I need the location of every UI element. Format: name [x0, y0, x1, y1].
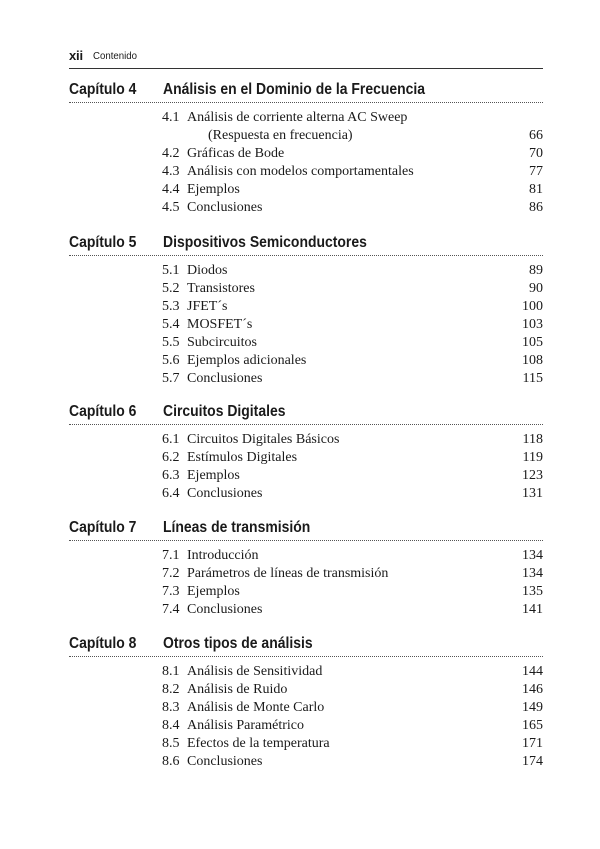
page-number: 149 — [522, 700, 543, 715]
section-number: 4.1 — [162, 110, 180, 125]
toc-entry[interactable] — [69, 280, 543, 298]
section-number: 4.5 — [162, 200, 180, 215]
chapter-label: Capítulo 8 — [69, 635, 137, 652]
chapter-title: Dispositivos Semiconductores — [163, 234, 367, 251]
chapter-label: Capítulo 5 — [69, 234, 137, 251]
section-title: Conclusiones — [187, 602, 263, 617]
section-list — [69, 109, 543, 217]
toc-entry[interactable] — [69, 583, 543, 601]
page-number: 105 — [522, 335, 543, 350]
page-number: 100 — [522, 299, 543, 314]
page-number: xii — [69, 48, 83, 63]
chapter-7 — [69, 518, 543, 619]
section-title: Parámetros de líneas de transmisión — [187, 566, 389, 581]
page-number: 134 — [522, 548, 543, 563]
section-title: Análisis de Monte Carlo — [187, 700, 325, 715]
section-title: Gráficas de Bode — [187, 146, 285, 161]
page-header — [69, 46, 543, 69]
chapter-6 — [69, 402, 543, 503]
section-number: 8.6 — [162, 754, 180, 769]
section-title: Introducción — [187, 548, 259, 563]
toc-entry[interactable] — [69, 163, 543, 181]
section-number: 5.7 — [162, 371, 180, 386]
section-number: 5.2 — [162, 281, 180, 296]
page-number: 86 — [529, 200, 543, 215]
chapter-title: Circuitos Digitales — [163, 403, 286, 420]
page-number: 135 — [522, 584, 543, 599]
section-title: Conclusiones — [187, 371, 263, 386]
section-list — [69, 547, 543, 619]
page-number: 108 — [522, 353, 543, 368]
section-number: 6.4 — [162, 486, 180, 501]
section-title: Ejemplos adicionales — [187, 353, 307, 368]
toc-entry[interactable] — [69, 565, 543, 583]
section-number: 5.3 — [162, 299, 180, 314]
section-title: Ejemplos — [187, 584, 240, 599]
section-title: JFET´s — [187, 299, 228, 314]
page-number: 77 — [529, 164, 543, 179]
toc-entry[interactable] — [69, 145, 543, 163]
section-number: 4.3 — [162, 164, 180, 179]
chapter-heading — [69, 518, 543, 541]
page-number: 134 — [522, 566, 543, 581]
page-number: 146 — [522, 682, 543, 697]
toc-entry[interactable] — [69, 467, 543, 485]
chapter-heading — [69, 634, 543, 657]
chapter-5 — [69, 233, 543, 388]
section-title: Conclusiones — [187, 486, 263, 501]
page-number: 115 — [522, 371, 543, 386]
page-number: 131 — [522, 486, 543, 501]
section-number: 7.2 — [162, 566, 180, 581]
chapter-title: Otros tipos de análisis — [163, 635, 313, 652]
toc-entry[interactable] — [69, 334, 543, 352]
toc-entry[interactable] — [69, 663, 543, 681]
running-head: Contenido — [93, 50, 138, 62]
section-number: 4.4 — [162, 182, 180, 197]
section-number: 8.2 — [162, 682, 180, 697]
page-number: 66 — [529, 128, 543, 143]
toc-entry-continuation[interactable] — [69, 127, 543, 145]
chapter-label: Capítulo 4 — [69, 81, 137, 98]
chapter-title: Análisis en el Dominio de la Frecuencia — [163, 81, 426, 98]
page-number: 141 — [522, 602, 543, 617]
section-title: Conclusiones — [187, 200, 263, 215]
toc-entry[interactable] — [69, 485, 543, 503]
section-number: 7.4 — [162, 602, 180, 617]
toc-entry[interactable] — [69, 262, 543, 280]
page-number: 165 — [522, 718, 543, 733]
chapter-title: Líneas de transmisión — [163, 519, 311, 536]
toc-entry[interactable] — [69, 753, 543, 771]
section-number: 8.1 — [162, 664, 180, 679]
section-title: Conclusiones — [187, 754, 263, 769]
toc-entry[interactable] — [69, 298, 543, 316]
page-number: 89 — [529, 263, 543, 278]
chapter-8 — [69, 634, 543, 771]
page-number: 123 — [522, 468, 543, 483]
page-number: 103 — [522, 317, 543, 332]
section-number: 5.1 — [162, 263, 180, 278]
section-title: Análisis de corriente alterna AC Sweep — [187, 110, 408, 125]
page-number: 81 — [529, 182, 543, 197]
toc-entry[interactable] — [69, 109, 543, 127]
chapter-heading — [69, 80, 543, 103]
section-title: Diodos — [187, 263, 228, 278]
section-number: 5.4 — [162, 317, 180, 332]
section-list — [69, 663, 543, 771]
toc-entry[interactable] — [69, 735, 543, 753]
page-number: 90 — [529, 281, 543, 296]
section-number: 8.5 — [162, 736, 180, 751]
section-title: Circuitos Digitales Básicos — [187, 432, 340, 447]
section-title: Efectos de la temperatura — [187, 736, 330, 751]
section-list — [69, 431, 543, 503]
toc-entry[interactable] — [69, 352, 543, 370]
section-number: 6.3 — [162, 468, 180, 483]
section-title: Subcircuitos — [187, 335, 257, 350]
section-title: MOSFET´s — [187, 317, 253, 332]
toc-entry[interactable] — [69, 681, 543, 699]
toc-entry[interactable] — [69, 449, 543, 467]
section-title: Estímulos Digitales — [187, 450, 298, 465]
toc-entry[interactable] — [69, 431, 543, 449]
section-number: 4.2 — [162, 146, 180, 161]
section-title: Ejemplos — [187, 468, 240, 483]
page-number: 171 — [522, 736, 543, 751]
section-title: Análisis Paramétrico — [187, 718, 305, 733]
toc-entry[interactable] — [69, 601, 543, 619]
section-number: 6.1 — [162, 432, 180, 447]
section-number: 7.1 — [162, 548, 180, 563]
chapter-label: Capítulo 6 — [69, 403, 137, 420]
section-number: 6.2 — [162, 450, 180, 465]
chapter-heading — [69, 233, 543, 256]
toc-entry[interactable] — [69, 717, 543, 735]
chapter-label: Capítulo 7 — [69, 519, 137, 536]
section-number: 7.3 — [162, 584, 180, 599]
page-number: 174 — [522, 754, 543, 769]
toc-entry[interactable] — [69, 316, 543, 334]
page-number: 70 — [529, 146, 543, 161]
section-number: 8.4 — [162, 718, 180, 733]
toc-entry[interactable] — [69, 370, 543, 388]
section-number: 8.3 — [162, 700, 180, 715]
section-title: Ejemplos — [187, 182, 240, 197]
toc-entry[interactable] — [69, 547, 543, 565]
section-title-continuation: (Respuesta en frecuencia) — [208, 128, 353, 143]
toc-entry[interactable] — [69, 199, 543, 217]
toc-entry[interactable] — [69, 699, 543, 717]
chapter-4 — [69, 80, 543, 217]
page-number: 144 — [522, 664, 543, 679]
section-number: 5.5 — [162, 335, 180, 350]
chapter-heading — [69, 402, 543, 425]
section-list — [69, 262, 543, 388]
page-number: 118 — [522, 432, 543, 447]
section-title: Análisis de Sensitividad — [187, 664, 323, 679]
section-title: Transistores — [187, 281, 255, 296]
section-number: 5.6 — [162, 353, 180, 368]
toc-entry[interactable] — [69, 181, 543, 199]
page-number: 119 — [522, 450, 543, 465]
section-title: Análisis de Ruido — [187, 682, 288, 697]
section-title: Análisis con modelos comportamentales — [187, 164, 414, 179]
